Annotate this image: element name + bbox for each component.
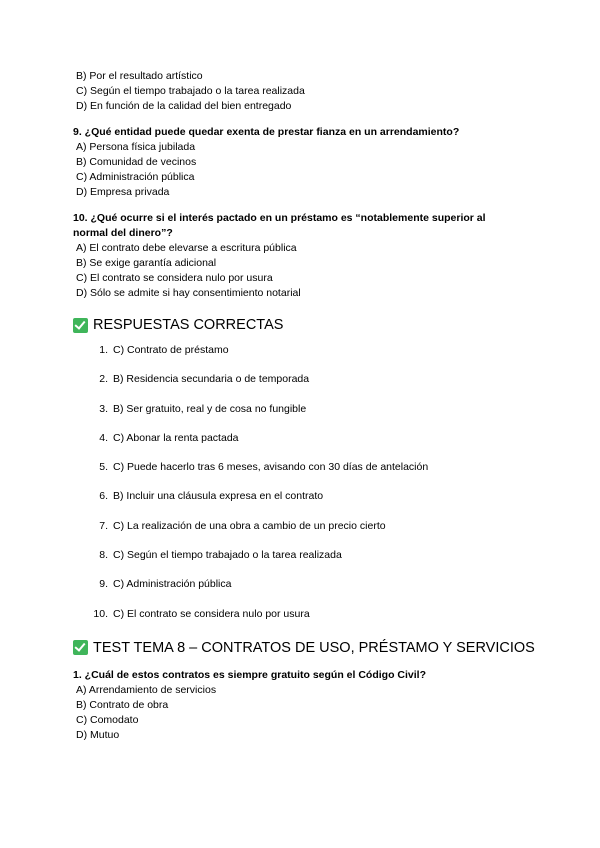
answers-heading-text: RESPUESTAS CORRECTAS: [93, 317, 284, 333]
option: A) Persona física jubilada: [76, 141, 196, 153]
option: B) Contrato de obra: [76, 698, 169, 711]
option: C) Administración pública: [76, 171, 195, 183]
answer-item: 3. B) Ser gratuito, real y de cosa no fungible: [99, 402, 307, 415]
answer-item: 9. C) Administración pública: [99, 578, 232, 591]
question-text: 1. ¿Cuál de estos contratos es siempre gratuito según el Código Civil?: [73, 668, 426, 681]
option: C) El contrato se considera nulo por usura: [76, 272, 273, 284]
option: B) Se exige garantía adicional: [76, 257, 217, 269]
test-heading-text: TEST TEMA 8 – CONTRATOS DE USO, PRÉSTAMO Y SERVICIOS: [93, 639, 535, 656]
answer-item: 5. C) Puede hacerlo tras 6 meses, avisando con 30 días de antelación: [99, 461, 429, 474]
question-10: [73, 211, 543, 301]
option: D) En función de la calidad del bien entregado: [76, 100, 292, 112]
option: C) Comodato: [76, 713, 139, 726]
answer-item: 8. C) Según el tiempo trabajado o la tarea realizada: [99, 549, 342, 562]
answers-list: [73, 343, 543, 636]
document-page: [73, 69, 543, 743]
question-text: 9. ¿Qué entidad puede quedar exenta de prestar fianza en un arrendamiento?: [73, 126, 460, 138]
answer-item: 10. C) El contrato se considera nulo por usura: [93, 607, 310, 620]
answers-heading: [73, 315, 543, 335]
previous-question-options: [73, 69, 543, 114]
answer-item: 7. C) La realización de una obra a cambio de un precio cierto: [99, 519, 386, 532]
answer-item: 1. C) Contrato de préstamo: [99, 344, 229, 356]
option: A) El contrato debe elevarse a escritura pública: [76, 242, 297, 254]
answer-item: 6. B) Incluir una cláusula expresa en el contrato: [99, 490, 324, 503]
option: B) Comunidad de vecinos: [76, 156, 197, 168]
check-mark-icon: [73, 640, 88, 655]
option: C) Según el tiempo trabajado o la tarea realizada: [76, 85, 305, 97]
test-heading: [73, 638, 543, 658]
question-text-continued: normal del dinero”?: [73, 227, 173, 239]
option: D) Sólo se admite si hay consentimiento notarial: [76, 287, 301, 299]
answer-item: 4. C) Abonar la renta pactada: [99, 431, 239, 444]
check-mark-icon: [73, 318, 88, 333]
option: D) Mutuo: [76, 728, 120, 741]
option: B) Por el resultado artístico: [76, 70, 203, 82]
question-1: [73, 668, 543, 743]
question-text: 10. ¿Qué ocurre si el interés pactado en un préstamo es “notablemente superior al: [73, 212, 486, 224]
option: D) Empresa privada: [76, 186, 170, 198]
question-9: [73, 125, 543, 200]
option: A) Arrendamiento de servicios: [76, 683, 217, 696]
answer-item: 2. B) Residencia secundaria o de temporada: [99, 373, 310, 386]
